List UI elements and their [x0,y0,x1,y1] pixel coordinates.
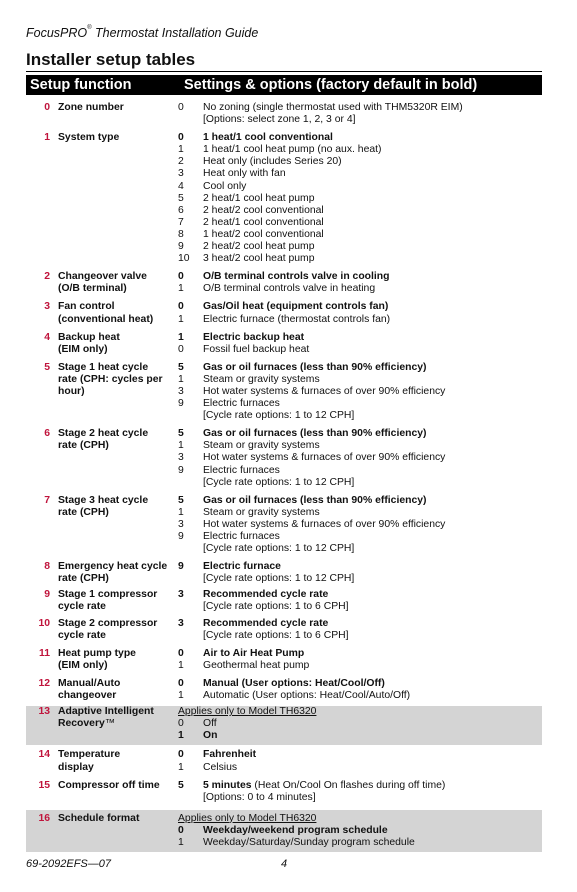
option [178,314,542,326]
option-code: 1 [178,440,184,452]
option [178,531,542,543]
doc-title-brand: FocusPRO [26,26,88,40]
option-description: Gas/Oil heat (equipment controls fan) [203,301,389,313]
option-description: Fossil fuel backup heat [203,343,310,355]
setup-function-name [58,301,183,325]
default-option [178,271,542,283]
options-note: [Cycle rate options: 1 to 12 CPH] [203,573,355,585]
default-option [178,495,542,507]
heading-rule [26,71,542,72]
setup-row [26,780,542,810]
option [178,718,542,730]
setup-row [26,495,542,561]
option-code: 1 [178,313,184,325]
option-description: O/B terminal controls valve in cooling [203,271,390,283]
option-code: 1 [178,690,184,702]
default-option [178,825,542,837]
setup-number: 13 [38,706,50,718]
function-name-line: Zone number [58,102,124,113]
setup-number: 1 [44,132,50,144]
function-name-line: Heat pump type [58,647,136,659]
setting-options [178,102,542,126]
option-description: 2 heat/1 cool conventional [203,216,324,228]
option-code: 0 [178,343,184,355]
function-name-line: (conventional heat) [58,313,154,325]
setting-options [178,618,542,642]
option-description: 2 heat/2 cool heat pump [203,241,315,253]
option-description: 2 heat/2 cool conventional [203,204,324,216]
default-option [178,678,542,690]
function-name-line: Stage 1 heat cycle [58,361,149,373]
option-description: Gas or oil furnaces (less than 90% efficiency) [203,361,427,373]
option-description: Cool only [203,180,247,192]
option-code: 2 [178,156,184,168]
function-name-line: rate (CPH) [58,440,109,452]
option-description: Electric furnaces [203,398,280,410]
function-name-line: rate (CPH) [58,573,109,585]
function-name-line: Recovery [58,718,105,730]
function-name-line: rate (CPH) [58,506,109,518]
function-name-line: Compressor off time [58,779,160,791]
setup-row [26,102,542,132]
options-note: [Cycle rate options: 1 to 6 CPH] [203,629,349,641]
function-name-line: Adaptive Intelligent [58,706,154,718]
setup-row [26,561,542,589]
option-description: Electric furnace [203,561,281,573]
option-description: Electric backup heat [203,331,305,343]
option-code: 5 [178,361,184,373]
function-name-line: cycle rate [58,601,106,613]
option-code: 0 [178,718,184,730]
option-code: 3 [178,617,184,629]
setting-options [178,495,542,555]
option [178,344,542,356]
default-option [178,618,542,630]
option-code: 0 [178,677,184,689]
setting-options [178,362,542,422]
option-description: Geothermal heat pump [203,659,310,671]
function-name-line: (EIM only) [58,659,108,671]
option-description: Steam or gravity systems [203,506,320,518]
default-option [178,301,542,313]
option-code: 1 [178,730,184,742]
option-description: Manual (User options: Heat/Cool/Off) [203,677,385,689]
setting-options [178,132,542,265]
option [178,507,542,519]
trademark-mark: ™ [104,718,116,730]
option-code: 5 [178,192,184,204]
setup-number: 4 [44,331,50,343]
setup-row [26,332,542,362]
option [178,465,542,477]
setup-number: 3 [44,301,50,313]
model-applicability-note: Applies only to Model TH6320 [178,812,317,824]
function-name-line: changeover [58,690,117,702]
option-description: Steam or gravity systems [203,373,320,385]
setup-function-name [58,589,183,613]
option-code: 9 [178,464,184,476]
option-code: 3 [178,168,184,180]
setup-number: 16 [38,812,50,824]
option-code: 7 [178,216,184,228]
option-code: 0 [178,271,184,283]
setting-options [178,780,542,804]
setup-function-name [58,362,183,398]
option [178,102,542,114]
option-description: Weekday/weekend program schedule [203,824,388,836]
option [178,762,542,774]
setup-function-name [58,813,183,825]
option-code: 8 [178,228,184,240]
option-code: 1 [178,761,184,773]
option-code: 3 [178,589,184,601]
option-code: 9 [178,561,184,573]
setup-row [26,678,542,706]
setup-number: 12 [38,677,50,689]
default-option [178,749,542,761]
option-code: 4 [178,180,184,192]
options-note: [Cycle rate options: 1 to 12 CPH] [203,476,355,488]
header-settings-options: Settings & options (factory default in bold) [184,77,478,93]
setup-row [26,648,542,678]
doc-title [26,26,258,40]
option-description: Gas or oil furnaces (less than 90% efficiency) [203,428,427,440]
default-option [178,730,542,742]
option-code: 5 [178,494,184,506]
option [178,690,542,702]
setup-row [26,301,542,331]
setup-function-name [58,495,183,519]
function-name-line: Changeover valve [58,271,147,283]
function-name-line: Emergency heat cycle [58,561,168,573]
default-option [178,428,542,440]
setup-function-name [58,428,183,452]
option [178,181,542,193]
setup-function-name [58,132,183,144]
option-description: 1 heat/1 cool conventional [203,132,333,144]
option-code: 5 [178,779,184,791]
function-name-line: Temperature [58,749,121,761]
option [178,229,542,241]
setting-options [178,648,542,672]
option [178,386,542,398]
function-name-line: cycle rate [58,629,106,641]
option-description: Gas or oil furnaces (less than 90% efficiency) [203,494,427,506]
default-option [178,561,542,573]
option-description: Electric furnaces [203,531,280,542]
options-note: [Options: 0 to 4 minutes] [203,791,316,803]
option-code: 5 [178,428,184,440]
setup-function-name [58,648,183,672]
option [178,193,542,205]
option-description: No zoning (single thermostat used with THM5320R EIM) [203,102,463,113]
option [178,374,542,386]
default-option [178,589,542,601]
setup-number: 14 [38,749,50,761]
option-code: 3 [178,385,184,397]
setup-number: 11 [39,647,50,659]
table-header [26,75,542,95]
function-name-line: Stage 3 heat cycle [58,494,149,506]
setup-function-name [58,271,183,295]
option-code: 0 [178,647,184,659]
option-code: 9 [178,241,184,253]
option-description: Celsius [203,761,238,773]
function-name-line: Manual/Auto [58,677,121,689]
option-code: 1 [178,331,184,343]
setting-options [178,678,542,702]
option [178,156,542,168]
option [178,144,542,156]
options-note: [Cycle rate options: 1 to 6 CPH] [203,601,349,613]
function-name-line: Stage 2 heat cycle [58,428,149,440]
option-code: 6 [178,204,184,216]
option-code: 9 [178,398,184,410]
option-description: O/B terminal controls valve in heating [203,283,376,295]
option [178,217,542,229]
option-description: Recommended cycle rate [203,589,329,601]
setting-options [178,589,542,613]
setup-row [26,810,542,852]
setup-function-name [58,561,183,585]
setup-function-name [58,678,183,702]
option-description: Fahrenheit [203,749,257,761]
function-name-line: Fan control [58,301,115,313]
option [178,398,542,410]
setting-options [178,706,542,742]
setup-number: 0 [44,102,50,113]
option-code: 1 [178,659,184,671]
setup-table [26,102,542,852]
setup-row [26,428,542,494]
option-description: 1 heat/1 cool heat pump (no aux. heat) [203,144,382,156]
option [178,519,542,531]
page-number: 4 [281,858,288,870]
option-code: 9 [178,531,184,542]
option [178,660,542,672]
option-description: Automatic (User options: Heat/Cool/Auto/Off) [203,690,411,702]
option-description: Weekday/Saturday/Sunday program schedule [203,836,415,848]
option-description: 2 heat/1 cool heat pump [203,192,315,204]
setting-options [178,301,542,325]
option-description: Recommended cycle rate [203,617,329,629]
option-description: Hot water systems & furnaces of over 90% efficiency [203,518,446,530]
option-description: Air to Air Heat Pump [203,647,305,659]
default-option [178,648,542,660]
option-code: 3 [178,518,184,530]
setup-function-name [58,749,183,773]
option-description: On [203,730,218,742]
option-code: 3 [178,452,184,464]
setup-row [26,362,542,428]
option-description: Heat only with fan [203,168,286,180]
function-name-line: Stage 2 compressor [58,617,158,629]
function-name-line: rate (CPH: cycles per [58,373,163,385]
setting-options [178,813,542,849]
function-name-line: (EIM only) [58,343,108,355]
default-option [178,132,542,144]
setup-function-name [58,102,183,114]
setup-number: 15 [38,779,50,791]
option-code: 1 [178,144,184,156]
option-code: 10 [178,253,190,265]
header-setup-function: Setup function [30,77,132,93]
function-name-line: display [58,761,94,773]
setup-row [26,618,542,648]
default-option [178,332,542,344]
setup-number: 7 [44,494,50,506]
setup-number: 9 [44,589,50,601]
setup-number: 6 [44,428,50,440]
option-description: Steam or gravity systems [203,440,320,452]
option-code: 0 [178,132,184,144]
function-name-line: System type [58,132,120,144]
doc-title-rest: Thermostat Installation Guide [91,26,259,40]
option-description: Hot water systems & furnaces of over 90% efficiency [203,452,446,464]
option [178,241,542,253]
option [178,205,542,217]
setup-row [26,132,542,271]
options-note: [Options: select zone 1, 2, 3 or 4] [203,114,356,126]
option-description: Hot water systems & furnaces of over 90% efficiency [203,385,446,397]
setup-number: 2 [44,271,50,283]
option [178,440,542,452]
option-code: 0 [178,102,184,113]
option-code: 1 [178,506,184,518]
default-option [178,362,542,374]
option-description: 3 heat/2 cool heat pump [203,253,315,265]
option-code: 0 [178,749,184,761]
section-heading: Installer setup tables [26,50,196,69]
option-description: Heat only (includes Series 20) [203,156,342,168]
option-code: 1 [178,373,184,385]
setup-number: 5 [44,361,50,373]
setting-options [178,561,542,585]
option-code: 0 [178,824,184,836]
setting-options [178,428,542,488]
default-option [178,780,542,792]
option [178,253,542,265]
setup-number: 8 [44,561,50,573]
footer-doc-code: 69-2092EFS—07 [26,858,111,870]
setting-options [178,271,542,295]
function-name-line: (O/B terminal) [58,283,127,295]
setup-function-name [58,706,183,730]
function-name-line: hour) [58,385,85,397]
function-name-line: Schedule format [58,812,140,824]
option-description-detail: (Heat On/Cool On flashes during off time) [251,779,446,791]
function-name-line: Backup heat [58,331,120,343]
option [178,452,542,464]
option-code: 1 [178,836,184,848]
registered-mark: ® [87,25,92,31]
options-note: [Cycle rate options: 1 to 12 CPH] [203,543,355,555]
setting-options [178,749,542,773]
setup-function-name [58,780,183,792]
setup-number: 10 [38,617,50,629]
option-description: Off [203,718,217,730]
setup-function-name [58,618,183,642]
option-description: Electric furnaces [203,464,280,476]
option [178,168,542,180]
setup-row [26,589,542,617]
option-code: 1 [178,283,184,295]
setup-row [26,745,542,779]
setting-options [178,332,542,356]
option-description: 5 minutes [203,779,252,791]
setup-function-name [58,332,183,356]
option-description: 1 heat/2 cool conventional [203,228,324,240]
option [178,283,542,295]
setup-row [26,271,542,301]
function-name-line: Stage 1 compressor [58,589,158,601]
options-note: [Cycle rate options: 1 to 12 CPH] [203,410,355,422]
option [178,837,542,849]
setup-row [26,706,542,745]
option-code: 0 [178,301,184,313]
option-description: Electric furnace (thermostat controls fan) [203,313,391,325]
model-applicability-note: Applies only to Model TH6320 [178,706,317,718]
